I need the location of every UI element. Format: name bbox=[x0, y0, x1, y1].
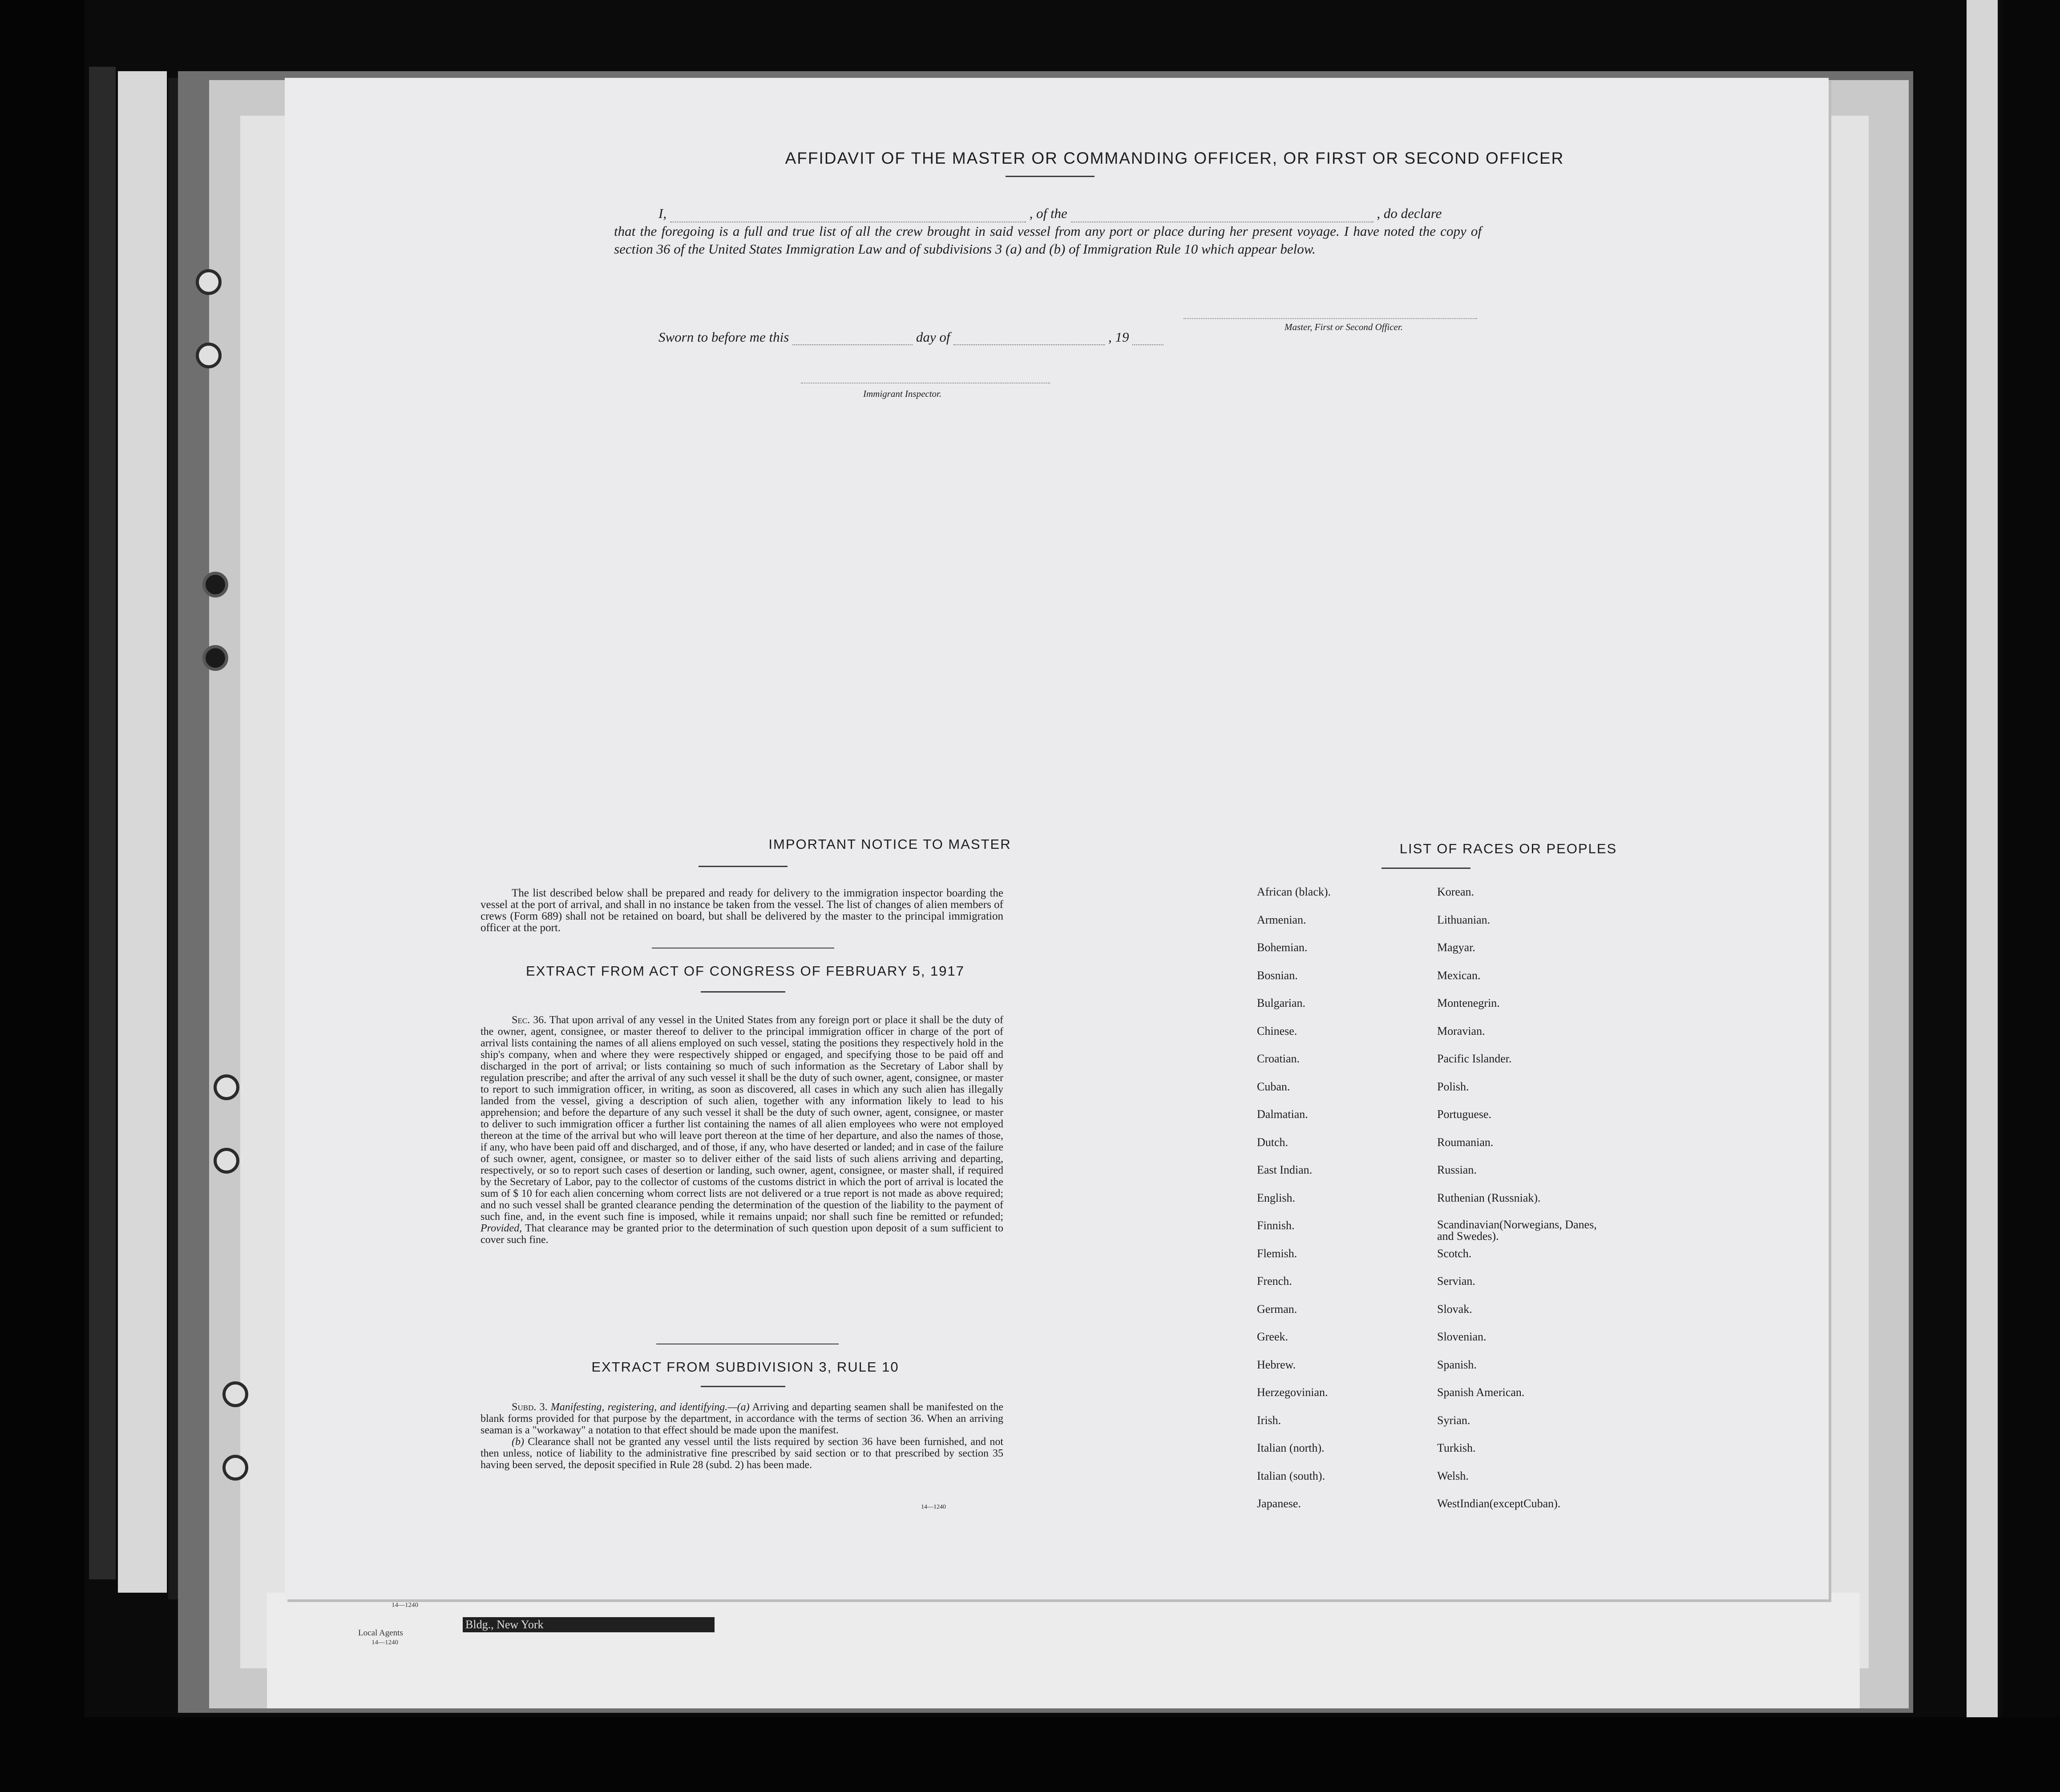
race-entry: Bosnian. bbox=[1257, 969, 1298, 982]
background-strip bbox=[89, 67, 116, 1579]
declaration-text: that the foregoing is a full and true list of all the crew brought in said vessel from any port or place during her present voyage. I have noted the copy of section 36 of the United States Immigration Law and of subdivisions 3 (a) and (b) of Immigration Rule 10 which appear below. bbox=[614, 223, 1482, 257]
races-rule bbox=[1381, 868, 1470, 869]
act-title: EXTRACT FROM ACT OF CONGRESS OF FEBRUARY 5, 1917 bbox=[525, 963, 965, 979]
title-rule bbox=[1006, 176, 1095, 177]
declaration-paragraph bbox=[614, 205, 1482, 258]
race-entry: English. bbox=[1257, 1191, 1295, 1204]
master-signature-line[interactable] bbox=[1183, 318, 1477, 319]
affidavit-form-sheet bbox=[285, 78, 1829, 1599]
master-signature-caption: Master, First or Second Officer. bbox=[1284, 322, 1403, 332]
sworn-year-field[interactable] bbox=[1132, 344, 1163, 345]
rule10-paragraph-a bbox=[481, 1401, 1003, 1436]
race-entry: Spanish American. bbox=[1437, 1386, 1525, 1399]
right-edge-dark bbox=[2002, 0, 2060, 1792]
race-entry: Welsh. bbox=[1437, 1469, 1469, 1482]
sworn-month-field[interactable] bbox=[953, 344, 1105, 345]
punch-hole bbox=[196, 269, 222, 295]
local-agents-label: Local Agents bbox=[358, 1628, 403, 1638]
race-entry: Irish. bbox=[1257, 1413, 1281, 1427]
race-entry: Chinese. bbox=[1257, 1024, 1297, 1037]
race-entry: Hebrew. bbox=[1257, 1358, 1296, 1371]
race-entry: Lithuanian. bbox=[1437, 913, 1490, 926]
race-entry: Flemish. bbox=[1257, 1247, 1297, 1260]
act-text: That upon arrival of any vessel in the United States from any foreign port or place it shall be the duty of the owner, agent, consignee, or master thereof to deliver to the principal immigration officer in charge of the port of arrival lists containing the names of all aliens employed on such vessel, stating the positions they respectively hold in the ship's company, when and where they were respectively shipped or engaged, and specifying those to be paid off and discharged in the port of arrival; or lists containing so much of such information as the Secretary of Labor shall by regulation prescribe; and after the arrival of any such vessel it shall be the duty of such owner, agent, consignee, or master to report to such immigration officer, in writing, as soon as discovered, all cases in which any such alien has illegally landed from the vessel, giving a description of such alien, together with any information likely to lead to his apprehension; and before the departure of any such vessel it shall be the duty of such owner, agent, consignee, or master to deliver to such immigration officer a further list containing the names of all alien employees who were not employed thereon at the time of the arrival but who will leave port thereon at the time of her departure, and also the names of those, if any, who have been paid off and discharged, and of those, if any, who have deserted or landed; and in case of the failure of such owner, agent, consignee, or master so to deliver either of the said lists of such aliens arriving and departing, respectively, or so to report such cases of desertion or landing, such owner, agent, consignee, or master shall, if required by the Secretary of Labor, pay to the collector of customs of the customs district in which the port of arrival is located the sum of $ 10 for each alien concerning whom correct lists are not delivered or a true report is not made as above required; and no such vessel shall be granted clearance pending the determination of the question of the liability to the payment of such fine, and, in the event such fine is imposed, while it remains unpaid; nor shall such fine be remitted or refunded; bbox=[481, 1014, 1003, 1223]
rule10-title: EXTRACT FROM SUBDIVISION 3, RULE 10 bbox=[591, 1359, 899, 1375]
race-entry: Slovenian. bbox=[1437, 1330, 1486, 1343]
notice-title: IMPORTANT NOTICE TO MASTER bbox=[768, 836, 1011, 852]
race-entry: Pacific Islander. bbox=[1437, 1052, 1512, 1065]
race-entry: Finnish. bbox=[1257, 1219, 1295, 1232]
race-entry: Magyar. bbox=[1437, 941, 1475, 954]
para-b-label: (b) bbox=[512, 1436, 524, 1448]
race-entry: Ruthenian (Russniak). bbox=[1437, 1191, 1541, 1204]
race-entry: Cuban. bbox=[1257, 1080, 1290, 1093]
declaration-first-line bbox=[614, 205, 1482, 222]
sworn-prefix: Sworn to before me this bbox=[658, 329, 789, 345]
punch-hole bbox=[222, 1455, 248, 1481]
race-entry: Dutch. bbox=[1257, 1135, 1289, 1149]
act-body bbox=[481, 1014, 1003, 1246]
sworn-day-field[interactable] bbox=[792, 344, 913, 345]
race-entry: Syrian. bbox=[1437, 1413, 1470, 1427]
race-entry: Herzegovinian. bbox=[1257, 1386, 1328, 1399]
para-b-text: Clearance shall not be granted any vessel until the lists required by section 36 have been furnished, and not then unless, notice of liability to the administrative fine prescribed by said section or to that prescribed by section 35 having been served, the deposit specified in Rule 28 (subd. 2) has been made. bbox=[481, 1436, 1003, 1471]
form-number-label: 14—1240 bbox=[372, 1639, 398, 1646]
rule10-paragraph-b bbox=[481, 1436, 1003, 1471]
form-number-label: 14—1240 bbox=[392, 1602, 418, 1609]
subd-label: Subd. 3. bbox=[512, 1401, 548, 1413]
declarant-label: I, bbox=[658, 206, 667, 221]
act-rule bbox=[701, 991, 785, 993]
race-entry: French. bbox=[1257, 1275, 1292, 1287]
race-entry: Moravian. bbox=[1437, 1024, 1485, 1037]
year-label: , 19 bbox=[1108, 329, 1129, 345]
underlying-sheet-bottom bbox=[267, 1593, 1860, 1708]
bottom-edge bbox=[0, 1717, 2060, 1792]
race-entry: Servian. bbox=[1437, 1275, 1475, 1287]
race-entry: Polish. bbox=[1437, 1080, 1469, 1093]
race-entry: Dalmatian. bbox=[1257, 1108, 1308, 1121]
subd-heading: Manifesting, registering, and identifying.—(a) bbox=[550, 1401, 750, 1413]
race-entry: Scotch. bbox=[1437, 1247, 1472, 1260]
race-entry: Bohemian. bbox=[1257, 941, 1308, 954]
race-entry: Croatian. bbox=[1257, 1052, 1300, 1065]
punch-hole bbox=[202, 572, 228, 597]
sworn-statement bbox=[658, 329, 1326, 345]
race-entry: Japanese. bbox=[1257, 1497, 1301, 1510]
section-label: Sec. 36. bbox=[512, 1014, 547, 1026]
race-entry: Portuguese. bbox=[1437, 1108, 1492, 1121]
race-entry: Mexican. bbox=[1437, 969, 1481, 982]
race-entry: Italian (north). bbox=[1257, 1441, 1325, 1454]
background-strip bbox=[118, 71, 167, 1593]
race-entry: Spanish. bbox=[1437, 1358, 1477, 1371]
form-number: 14—1240 bbox=[921, 1504, 946, 1510]
punch-hole bbox=[214, 1148, 239, 1174]
binder-edge bbox=[0, 0, 85, 1792]
provided-word: Provided, bbox=[481, 1223, 522, 1234]
race-entry: Italian (south). bbox=[1257, 1469, 1325, 1482]
affidavit-title: AFFIDAVIT OF THE MASTER OR COMMANDING OFFICER, OR FIRST OR SECOND OFFICER bbox=[785, 149, 1564, 167]
race-entry: Slovak. bbox=[1437, 1302, 1472, 1316]
race-entry: Roumanian. bbox=[1437, 1135, 1494, 1149]
race-entry: Scandinavian(Norwegians, Danes, and Swedes). bbox=[1437, 1218, 1597, 1243]
act-text-end: That clearance may be granted prior to the determination of such question upon deposit of a sum sufficient to cover such fine. bbox=[481, 1223, 1003, 1246]
race-entry: East Indian. bbox=[1257, 1163, 1313, 1176]
rule10-body bbox=[481, 1401, 1003, 1471]
rule10-rule bbox=[701, 1386, 785, 1387]
inspector-caption: Immigrant Inspector. bbox=[863, 388, 942, 399]
do-declare-label: , do declare bbox=[1377, 206, 1442, 221]
race-entry: Russian. bbox=[1437, 1163, 1477, 1176]
race-entry: Greek. bbox=[1257, 1330, 1289, 1343]
of-the-label: , of the bbox=[1029, 206, 1067, 221]
address-stamp: Bldg., New York bbox=[463, 1617, 715, 1632]
punch-hole bbox=[196, 343, 222, 368]
race-entry: German. bbox=[1257, 1302, 1297, 1316]
race-entry: Bulgarian. bbox=[1257, 997, 1306, 1009]
right-edge-strip bbox=[1967, 0, 1998, 1792]
para-a-text: Arriving and departing seamen shall be manifested on the blank forms provided for that purpose by the department, in accordance with the terms of section 36. When an arriving seaman is a "workaway" a notation to that effect should be made upon the manifest. bbox=[481, 1401, 1003, 1436]
race-entry: Turkish. bbox=[1437, 1441, 1476, 1454]
race-entry: Armenian. bbox=[1257, 913, 1306, 926]
race-entry: WestIndian(exceptCuban). bbox=[1437, 1497, 1561, 1510]
notice-rule bbox=[699, 866, 788, 867]
notice-body: The list described below shall be prepared and ready for delivery to the immigration inspector boarding the vessel at the port of arrival, and shall in no instance be taken from the vessel. The list of changes of alien members of crews (Form 689) shall not be retained on board, but shall be delivered by the master to the principal immigration officer at the port. bbox=[481, 887, 1003, 934]
punch-hole bbox=[214, 1074, 239, 1100]
day-of-label: day of bbox=[916, 329, 950, 345]
races-title: LIST OF RACES OR PEOPLES bbox=[1399, 841, 1617, 856]
punch-hole bbox=[222, 1381, 248, 1407]
race-entry: Korean. bbox=[1437, 885, 1474, 898]
race-entry: African (black). bbox=[1257, 885, 1331, 898]
punch-hole bbox=[202, 645, 228, 671]
race-entry: Montenegrin. bbox=[1437, 997, 1500, 1009]
